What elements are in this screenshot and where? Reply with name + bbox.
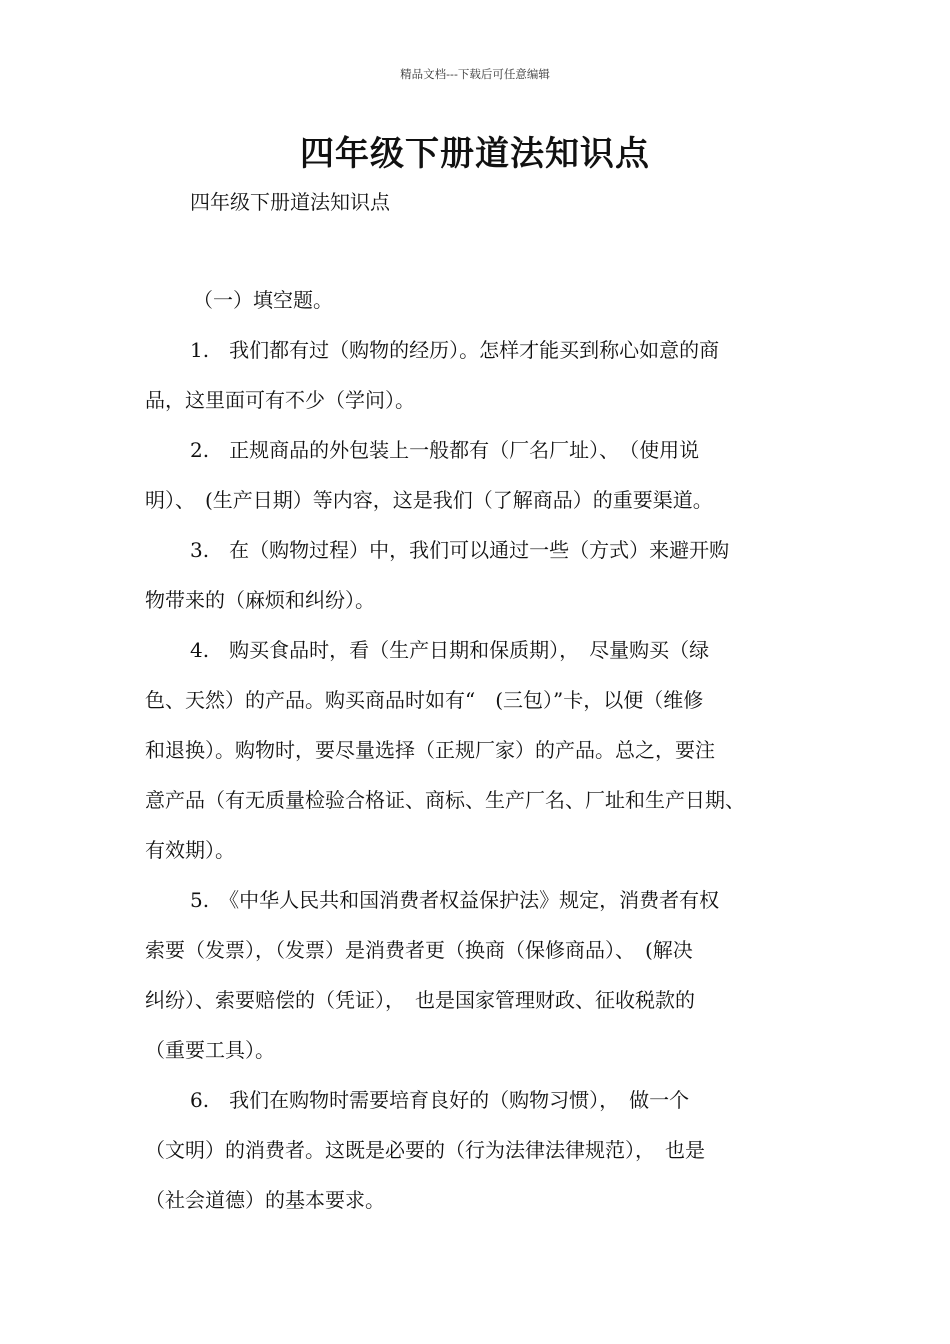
document-subtitle: 四年级下册道法知识点 <box>190 190 390 214</box>
paragraph-line: 和退换）。购物时，要尽量选择（正规厂家）的产品。总之，要注 <box>145 738 715 762</box>
paragraph-line: 品，这里面可有不少（学问）。 <box>145 388 415 412</box>
document-title: 四年级下册道法知识点 <box>300 134 650 174</box>
paragraph-line: 1. 我们都有过（购物的经历）。怎样才能买到称心如意的商 <box>190 338 720 362</box>
paragraph-line: 有效期）。 <box>145 838 235 862</box>
paragraph-line: 物带来的（麻烦和纠纷）。 <box>145 588 375 612</box>
paragraph-line: （重要工具）。 <box>145 1038 275 1062</box>
paragraph-line: 5. 《中华人民共和国消费者权益保护法》规定，消费者有权 <box>190 888 720 912</box>
paragraph-line: （社会道德）的基本要求。 <box>145 1188 385 1212</box>
paragraph-line: 意产品（有无质量检验合格证、商标、生产厂名、厂址和生产日期、 <box>145 788 745 812</box>
paragraph-line: 6. 我们在购物时需要培育良好的（购物习惯）， 做一个 <box>190 1088 690 1112</box>
paragraph-line: 2. 正规商品的外包装上一般都有（厂名厂址）、 （使用说 <box>190 438 700 462</box>
paragraph-line: 3. 在（购物过程）中，我们可以通过一些（方式）来避开购 <box>190 538 730 562</box>
paragraph-line: 索要（发票），（发票）是消费者更（换商（保修商品）、 (解决 <box>145 938 693 962</box>
paragraph-line: 明）、 (生产日期）等内容，这是我们（了解商品）的重要渠道。 <box>145 488 713 512</box>
section-heading: （一）填空题。 <box>193 288 333 312</box>
paragraph-line: 4. 购买食品时，看（生产日期和保质期）， 尽量购买（绿 <box>190 638 710 662</box>
paragraph-line: 色、天然）的产品。购买商品时如有“ (三包）”卡，以便（维修 <box>145 688 704 712</box>
paragraph-line: （文明）的消费者。这既是必要的（行为法律法律规范）， 也是 <box>145 1138 705 1162</box>
header-note: 精品文档---下载后可任意编辑 <box>400 67 550 81</box>
paragraph-line: 纠纷）、索要赔偿的（凭证）， 也是国家管理财政、征收税款的 <box>145 988 695 1012</box>
